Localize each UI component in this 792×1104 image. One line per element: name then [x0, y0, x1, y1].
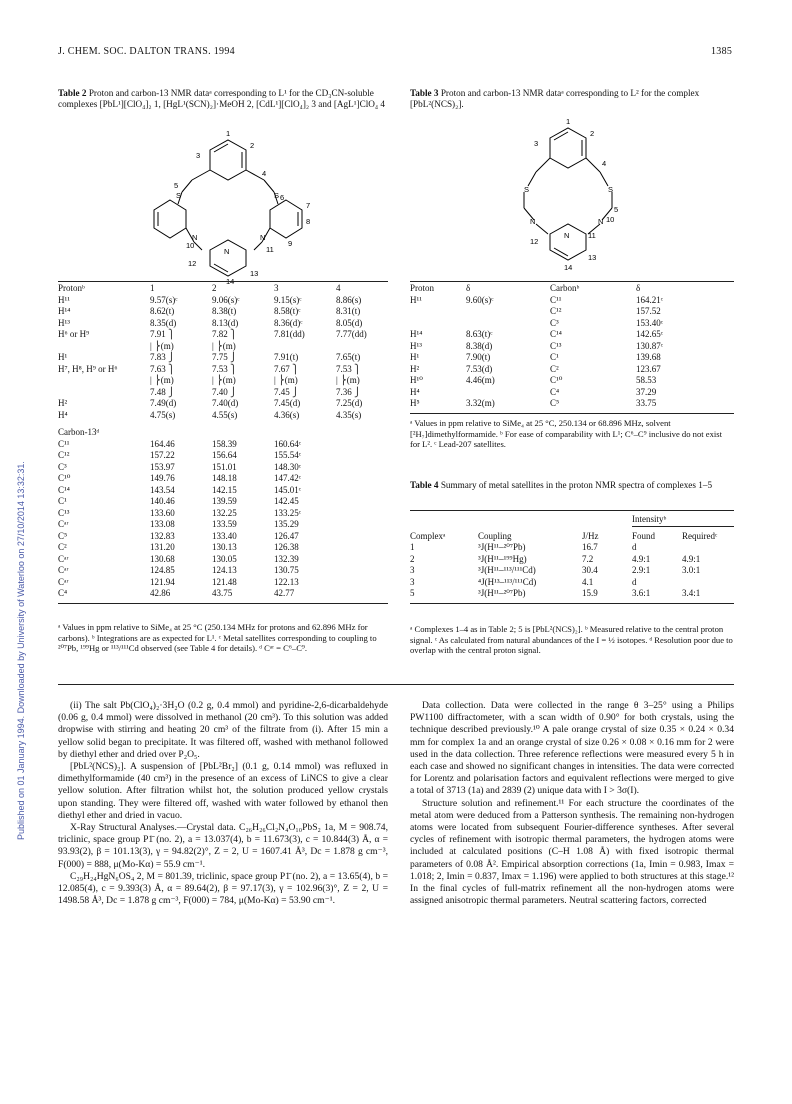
table-cell: 8.38(t): [212, 306, 237, 316]
table-row: [58, 364, 388, 376]
table-cell: [336, 439, 388, 451]
table4-caption: Table 4 Summary of metal satellites in the proton NMR spectra of complexes 1–5: [410, 480, 713, 490]
table-cell: 30.4: [582, 565, 598, 575]
table-cell: [336, 531, 388, 543]
table-cell: Cᵃʳ: [58, 565, 69, 575]
table2-footnote: ᵃ Values in ppm relative to SiMe₄ at 25 °C (250.134 MHz for protons and 62.896 MHz for carbons). ᵇ Integrations are as expected for L¹. ᶜ Metal satellites corresponding to coupling to ²⁰⁷Pb, ¹⁹⁹Hg or ¹¹³/¹¹¹Cd observed (see Table 4 for details). ᵈ Cᵃʳ = C⁶–C⁹.: [58, 622, 377, 654]
table-row: [410, 318, 734, 330]
table-cell: 143.54: [150, 484, 175, 495]
table-cell: 130.68: [150, 553, 175, 564]
table3-ligand-structure: [500, 116, 640, 272]
table-cell: 160.64ᶜ: [274, 438, 302, 449]
table-cell: 7.36 ⎭: [336, 386, 361, 397]
table2-ligand-structure: [130, 128, 330, 286]
table-cell: 8.38(d): [466, 340, 493, 351]
table-cell: [336, 450, 388, 462]
table-cell: 8.05(d): [336, 317, 363, 328]
table-cell: 2: [410, 553, 415, 564]
table-cell: 7.63 ⎫: [150, 363, 175, 374]
table-cell: [58, 387, 150, 399]
table-cell: 7.91 ⎫: [150, 329, 175, 339]
table3-caption: Table 3 Proton and carbon-13 NMR dataᵃ corresponding to L² for the complex [PbL²(NCS)₂].: [410, 88, 700, 110]
table-cell: | ⎬(m): [150, 340, 174, 351]
table-cell: H¹³: [410, 340, 422, 351]
table-cell: 4.9:1: [682, 553, 701, 564]
table-cell: 151.01: [212, 461, 237, 472]
table-cell: 2.9:1: [632, 565, 651, 575]
table-cell: 121.48: [212, 576, 237, 587]
table-cell: 7.2: [582, 553, 594, 564]
paragraph: C₂₉H₂₄HgN₆OS₄ 2, M = 801.39, triclinic, space group P1̄ (no. 2), a = 13.65(4), b = 12.085(4), c = 9.393(3) Å, α = 89.64(2), β = 97.17(3), γ = 102.96(3)°, Z = 2, U = 1498.58 Å³, Dc = 1.878 g cm⁻³, F(000) = 784, μ(Mo-Kα) = 53.90 cm⁻¹.: [58, 870, 388, 907]
table-cell: 7.65(t): [336, 352, 361, 362]
table-row: [410, 554, 734, 566]
table-cell: [336, 577, 388, 589]
table-cell: [466, 306, 550, 318]
paragraph: Structure solution and refinement.¹¹ For each structure the coordinates of the metal atom were deduced from a Patterson synthesis. The remaining non-hydrogen atoms were located from subsequent Fourier-difference syntheses. After several cycles of refinement with isotropic thermal parameters, the hydrogen atoms were included at calculated positions (C–H 1.08 Å) with fixed isotropic thermal parameters of 0.08 Å². Empirical absorption corrections (1a, Imin = 0.983, Imax = 1.018; 2, Imin = 0.837, Imax = 1.196) were applied to both structures at this stage.¹² In the final cycles of full-matrix refinement all the non-hydrogen atoms were assigned anisotropic thermal parameters. Neutral scattering factors, corrected: [410, 797, 734, 907]
svg-text:3: 3: [534, 139, 539, 148]
download-watermark: Published on 01 January 1994. Downloaded by University of Waterloo on 27/10/2014 13:32:31.: [16, 461, 26, 840]
table-row: [58, 329, 388, 341]
table-row: [410, 588, 734, 600]
table-cell: 155.54ᶜ: [274, 450, 302, 460]
table-cell: [58, 375, 150, 387]
table-cell: [336, 341, 388, 353]
table-cell: 15.9: [582, 588, 598, 598]
table-cell: [682, 542, 734, 554]
table2-caption: Table 2 Proton and carbon-13 NMR dataᵃ corresponding to L¹ for the CD₃CN-soluble complexes [PbL¹][ClO₄]₂ 1, [HgL¹(SCN)₂]·MeOH 2, [CdL¹][ClO₄]₂ 3 and [AgL¹]ClO₄ 4: [58, 88, 385, 110]
table-cell: | ⎬(m): [212, 340, 236, 351]
svg-text:1: 1: [566, 117, 571, 126]
table-cell: 7.53 ⎫: [336, 363, 361, 374]
table-cell: 5: [410, 588, 415, 598]
table-cell: H¹⁴: [410, 329, 423, 339]
table-row: [410, 341, 734, 353]
table-row: [58, 462, 388, 474]
table-row: [410, 387, 734, 399]
table-cell: C¹⁰: [550, 375, 563, 385]
paragraph: Data collection. Data were collected in the range θ 3–25° using a Philips PW1100 diffractometer, with a scan width of 0.90° for both crystals, using the technique described previously.¹⁰ A pale orange crystal of size 0.35 × 0.24 × 0.34 mm for complex 1a and an orange crystal of size 0.26 × 0.08 × 0.16 mm for 2 were used in the data collection. Three reference reflections were measured every 5 h in each case and showed no significant changes in intensities. The data were corrected for Lorentz and polarisation factors and equivalent reflections were merged to give a total of 3713 (1a) and 2839 (2) unique data with I > 3σ(I).: [410, 700, 734, 797]
table-row: [58, 450, 388, 462]
paragraph: [PbL²(NCS)₂]. A suspension of [PbL²Br₂] (0.1 g, 0.14 mmol) was refluxed in dimethylformamide (40 cm³) in the presence of an excess of LiNCS to give a clear yellow solution. After filtration whilst hot, the solution produced yellow crystals upon standing. They were filtered off, washed with water followed by ethanol then diethyl ether and dried in vacuo.: [58, 761, 388, 821]
table-cell: 8.86(s): [336, 294, 362, 305]
svg-text:9: 9: [288, 239, 293, 248]
table-cell: 3.0:1: [682, 565, 701, 575]
table-cell: 131.20: [150, 542, 175, 552]
table-cell: 7.48 ⎭: [150, 386, 175, 397]
table-cell: [274, 341, 336, 353]
table-cell: C¹²: [58, 450, 70, 460]
table-cell: C¹³: [58, 507, 70, 518]
svg-text:12: 12: [530, 237, 539, 246]
table-row: [58, 439, 388, 451]
table-row: [58, 554, 388, 566]
table4-footnote: ᵃ Complexes 1–4 as in Table 2; 5 is [PbL²(NCS)₂]. ᵇ Measured relative to the central proton signal. ᶜ As calculated from natural abundances of the I = ½ isotopes. ᵈ Resolution poor due to overlap with the central proton signal.: [410, 624, 733, 656]
table-cell: H⁴: [410, 386, 420, 397]
table-cell: 4.55(s): [212, 409, 238, 420]
svg-text:11: 11: [266, 245, 274, 254]
table-cell: C¹²: [550, 306, 562, 316]
table-cell: 142.45: [274, 496, 299, 506]
table-row: [58, 318, 388, 330]
paragraph: (ii) The salt Pb(ClO₄)₂·3H₂O (0.2 g, 0.4 mmol) and pyridine-2,6-dicarbaldehyde (0.06 g, 0.4 mmol) were dissolved in methanol (20 cm³). To this solution was added dropwise with stirring and heating 20 cm³ of the filtrate from (i). After 15 min a yellow solid began to precipitate. It was filtered off, washed with methanol followed by diethyl ether and dried over P₂O₅.: [58, 700, 388, 760]
table-cell: C⁴: [58, 588, 68, 598]
table-row: [58, 398, 388, 410]
table-cell: C¹⁴: [550, 329, 562, 339]
table-cell: 7.45 ⎭: [274, 386, 299, 397]
table-cell: C¹¹: [550, 294, 562, 305]
table-cell: Cᵃʳ: [58, 576, 69, 587]
table-cell: 135.29: [274, 519, 299, 529]
table-cell: [336, 565, 388, 577]
table-cell: 4.1: [582, 576, 594, 587]
table-cell: [336, 496, 388, 508]
table-cell: Cᵃʳ: [58, 519, 69, 529]
table-cell: C¹: [550, 352, 559, 362]
table-cell: 3: [410, 565, 415, 575]
page-number: 1385: [711, 46, 733, 57]
table-cell: 33.75: [636, 398, 657, 408]
table-cell: 1: [410, 542, 415, 552]
svg-text:2: 2: [590, 129, 595, 138]
table-cell: 42.86: [150, 588, 171, 598]
table-cell: H⁵: [410, 398, 420, 408]
table-cell: 140.46: [150, 496, 175, 506]
table-cell: H¹⁰: [410, 375, 423, 385]
table-cell: H¹³: [58, 317, 70, 328]
table-cell: | ⎬(m): [336, 375, 360, 385]
table-cell: H¹¹: [410, 294, 422, 305]
table-cell: [336, 473, 388, 485]
table-row: [410, 352, 734, 364]
table-cell: 130.87ᶜ: [636, 340, 664, 351]
svg-text:N: N: [192, 233, 198, 242]
table-cell: C²: [58, 542, 67, 552]
table-cell: 7.75 ⎭: [212, 352, 237, 362]
table-cell: 7.81(dd): [274, 329, 305, 339]
table-cell: 58.53: [636, 375, 657, 385]
table-row: [410, 329, 734, 341]
svg-text:S: S: [274, 191, 280, 200]
svg-text:N: N: [224, 247, 230, 256]
table-cell: 4.75(s): [150, 409, 176, 420]
table-cell: 132.25: [212, 507, 237, 518]
table-row: [58, 295, 388, 307]
table-cell: ⁴J(H¹³–¹¹³/¹¹¹Cd): [478, 576, 537, 587]
svg-text:4: 4: [602, 159, 607, 168]
table-row: [58, 352, 388, 364]
table-cell: 153.40ᶜ: [636, 317, 664, 328]
table-row: [410, 375, 734, 387]
table-row: [410, 295, 734, 307]
svg-text:10: 10: [606, 215, 615, 224]
table-cell: 8.36(d)ᶜ: [274, 317, 303, 328]
table-cell: 3.32(m): [466, 398, 495, 408]
table-cell: 164.21ᶜ: [636, 294, 664, 305]
table-row: [410, 306, 734, 318]
table-cell: C¹¹: [58, 438, 70, 449]
svg-text:11: 11: [588, 231, 596, 240]
table-cell: d: [632, 576, 637, 587]
table-cell: 9.15(s)ᶜ: [274, 294, 302, 305]
svg-text:14: 14: [226, 277, 235, 286]
svg-text:2: 2: [250, 141, 255, 150]
table-cell: C⁵: [550, 398, 560, 408]
table3-header-row: Proton δ Carbonᵇ δ: [410, 283, 641, 293]
table-cell: 130.75: [274, 565, 299, 575]
svg-text:5: 5: [174, 181, 179, 190]
table-cell: 7.40(d): [212, 398, 239, 408]
table-cell: C¹: [58, 496, 67, 506]
table-cell: 9.60(s)ᶜ: [466, 294, 494, 305]
table-cell: ³J(H¹¹–¹¹³/¹¹¹Cd): [478, 565, 536, 575]
table-cell: C¹⁰: [58, 473, 71, 483]
table-cell: 9.06(s)ᶜ: [212, 294, 240, 305]
table-cell: 3.6:1: [632, 588, 651, 598]
table-row: [410, 542, 734, 554]
table-cell: 8.31(t): [336, 306, 361, 316]
table-cell: C³: [550, 317, 559, 328]
running-header: J. CHEM. SOC. DALTON TRANS. 1994: [58, 46, 235, 57]
table-cell: [410, 318, 466, 330]
table-row: [58, 588, 388, 600]
table-cell: 122.13: [274, 576, 299, 587]
svg-text:3: 3: [196, 151, 201, 160]
svg-text:12: 12: [188, 259, 197, 268]
table4-intensity-head: Intensityᵇ: [632, 514, 667, 524]
table-row: [58, 577, 388, 589]
table-cell: [58, 341, 150, 353]
table-cell: 9.57(s)ᶜ: [150, 294, 178, 305]
svg-text:S: S: [176, 191, 182, 200]
svg-text:6: 6: [280, 193, 285, 202]
table2-body: [58, 283, 388, 604]
table-cell: 7.53(d): [466, 363, 493, 374]
table-cell: 37.29: [636, 386, 657, 397]
table-cell: H²: [410, 363, 420, 374]
table-cell: 8.35(d): [150, 317, 177, 328]
table-cell: 133.25ᶜ: [274, 507, 302, 518]
svg-text:N: N: [260, 233, 266, 242]
table-cell: Cᵃʳ: [58, 553, 69, 564]
table-cell: 4.46(m): [466, 375, 495, 385]
table-cell: C²: [550, 363, 559, 374]
table-cell: [336, 508, 388, 520]
table-row: [58, 485, 388, 497]
table-cell: [410, 306, 466, 318]
table-cell: 133.60: [150, 507, 175, 518]
table-cell: [336, 542, 388, 554]
table-cell: 7.91(t): [274, 352, 299, 362]
table-cell: 148.18: [212, 473, 237, 483]
table-cell: 133.59: [212, 519, 237, 529]
table-row: [410, 364, 734, 376]
table-row: [410, 577, 734, 589]
table-cell: [466, 387, 550, 399]
table-row: [58, 496, 388, 508]
table-cell: 133.08: [150, 519, 175, 529]
table-cell: ³J(H¹¹–²⁰⁷Pb): [478, 588, 526, 598]
table-cell: 7.53 ⎫: [212, 363, 237, 374]
table-row: [58, 508, 388, 520]
table-cell: H¹: [410, 352, 420, 362]
table-cell: 4.36(s): [274, 409, 300, 420]
svg-text:7: 7: [306, 201, 311, 210]
table-cell: 7.83 ⎭: [150, 352, 175, 362]
table-cell: H²: [58, 398, 68, 408]
table-cell: 153.97: [150, 461, 175, 472]
table-cell: 133.40: [212, 530, 237, 541]
table-cell: 8.63(t)ᶜ: [466, 329, 493, 339]
table-cell: [336, 554, 388, 566]
table-row: [58, 410, 388, 422]
table2-carbon-head: Carbon-13ᵈ: [58, 427, 100, 437]
svg-text:1: 1: [226, 129, 231, 138]
table-row: [58, 542, 388, 554]
table-cell: 8.13(d): [212, 317, 239, 328]
table-cell: C³: [58, 461, 67, 472]
table-cell: | ⎬(m): [274, 375, 298, 385]
table-cell: 7.25(d): [336, 398, 363, 408]
svg-text:14: 14: [564, 263, 573, 272]
table-cell: | ⎬(m): [212, 375, 236, 385]
table-cell: 3: [410, 576, 415, 587]
svg-text:S: S: [524, 185, 530, 194]
table-cell: 121.94: [150, 576, 175, 587]
table-cell: 147.42ᶜ: [274, 473, 302, 483]
table-cell: 43.75: [212, 588, 233, 598]
table-cell: H⁶ or H⁹: [58, 329, 90, 339]
table-cell: [466, 318, 550, 330]
table-cell: ³J(H¹¹–²⁰⁷Pb): [478, 542, 526, 552]
table-cell: C⁵: [58, 530, 68, 541]
table-cell: 126.47: [274, 530, 299, 541]
table-cell: 123.67: [636, 363, 661, 374]
table4-body: [410, 512, 734, 604]
svg-text:8: 8: [306, 217, 311, 226]
svg-text:N: N: [530, 217, 536, 226]
table-cell: [336, 588, 388, 600]
table4-header-row: Complexᵃ Coupling J/Hz Found Requiredᶜ: [410, 530, 718, 541]
svg-text:4: 4: [262, 169, 267, 178]
svg-text:N: N: [598, 217, 604, 226]
table-cell: H¹¹: [58, 294, 70, 305]
table-cell: 164.46: [150, 438, 175, 449]
table-cell: H¹⁴: [58, 306, 71, 316]
table-row: [58, 565, 388, 577]
table-cell: 7.49(d): [150, 398, 177, 408]
table-cell: 7.40 ⎭: [212, 386, 237, 397]
table-row: [410, 565, 734, 577]
svg-text:10: 10: [186, 241, 195, 250]
table-cell: 156.64: [212, 450, 237, 460]
left-column-text: [58, 700, 388, 907]
svg-text:13: 13: [588, 253, 597, 262]
table-cell: H⁷, H⁸, H⁹ or H⁶: [58, 363, 118, 374]
table-cell: 148.30ᶜ: [274, 461, 302, 472]
table3-body: [410, 283, 734, 414]
table-row: [58, 341, 388, 353]
table-cell: 142.65ᶜ: [636, 329, 664, 339]
table-cell: 132.83: [150, 530, 175, 541]
table-row: [410, 398, 734, 410]
table-cell: 139.59: [212, 496, 237, 506]
table-cell: 4.9:1: [632, 553, 651, 564]
table-cell: C⁴: [550, 386, 560, 397]
table-cell: 158.39: [212, 438, 237, 449]
table-cell: 42.77: [274, 588, 295, 598]
table-row: [58, 519, 388, 531]
table-cell: 16.7: [582, 542, 598, 552]
table-cell: [336, 519, 388, 531]
table-cell: [682, 577, 734, 589]
svg-text:5: 5: [614, 205, 619, 214]
table-cell: 145.01ᶜ: [274, 484, 302, 495]
table-cell: 126.38: [274, 542, 299, 552]
table-cell: 132.39: [274, 553, 299, 564]
table-cell: 124.13: [212, 565, 237, 575]
table-cell: C¹⁴: [58, 484, 70, 495]
table-cell: d: [632, 542, 637, 552]
table-cell: 124.85: [150, 565, 175, 575]
table-cell: 3.4:1: [682, 588, 701, 598]
table-cell: 8.58(t)ᶜ: [274, 306, 301, 316]
table-cell: C¹³: [550, 340, 562, 351]
table-cell: 4.35(s): [336, 409, 362, 420]
table-cell: ³J(H¹¹–¹⁹⁹Hg): [478, 553, 527, 564]
svg-text:13: 13: [250, 269, 259, 278]
table-cell: 8.62(t): [150, 306, 175, 316]
table-cell: H¹: [58, 352, 68, 362]
table3-footnote: ᵃ Values in ppm relative to SiMe₄ at 25 °C, 250.134 or 68.896 MHz, solvent [²H₇]dimethylformamide. ᵇ For ease of comparability with L¹; C⁶–C⁹ inclusive do not exist for L². ᶜ Lead-207 satellites.: [410, 418, 723, 450]
table-cell: 157.52: [636, 306, 661, 316]
table-cell: [336, 485, 388, 497]
table-cell: 7.45(d): [274, 398, 301, 408]
table-cell: [336, 462, 388, 474]
table-cell: 157.22: [150, 450, 175, 460]
table-cell: 142.15: [212, 484, 237, 495]
table-cell: 7.67 ⎫: [274, 363, 299, 374]
table-cell: H⁴: [58, 409, 68, 420]
table-cell: 7.82 ⎫: [212, 329, 237, 339]
svg-text:S: S: [608, 185, 614, 194]
table-row: [58, 531, 388, 543]
table-row: [58, 306, 388, 318]
table-cell: 7.90(t): [466, 352, 491, 362]
table-cell: 149.76: [150, 473, 175, 483]
table-cell: 130.05: [212, 553, 237, 564]
table-row: [58, 473, 388, 485]
table-cell: 130.13: [212, 542, 237, 552]
table-cell: | ⎬(m): [150, 375, 174, 385]
table-row: [58, 387, 388, 399]
table-cell: 7.77(dd): [336, 329, 367, 339]
table-row: [58, 375, 388, 387]
table2-header-row: Protonᵇ 1 2 3 4: [58, 283, 341, 293]
right-column-text: [410, 700, 734, 907]
paragraph: X-Ray Structural Analyses.—Crystal data. C₂₆H₂₆Cl₂N₄O₁₀PbS₂ 1a, M = 908.74, triclinic, space group P1̄ (no. 2), a = 13.037(4), b = 11.673(3), c = 10.844(3) Å, α = 93.93(2), β = 101.13(3), γ = 94.82(2)°, Z = 2, U = 1607.41 Å³, Dc = 1.878 g cm⁻³, F(000) = 888, μ(Mo-Kα) = 55.9 cm⁻¹.: [58, 822, 388, 870]
svg-text:N: N: [564, 231, 570, 240]
table-cell: 139.68: [636, 352, 661, 362]
